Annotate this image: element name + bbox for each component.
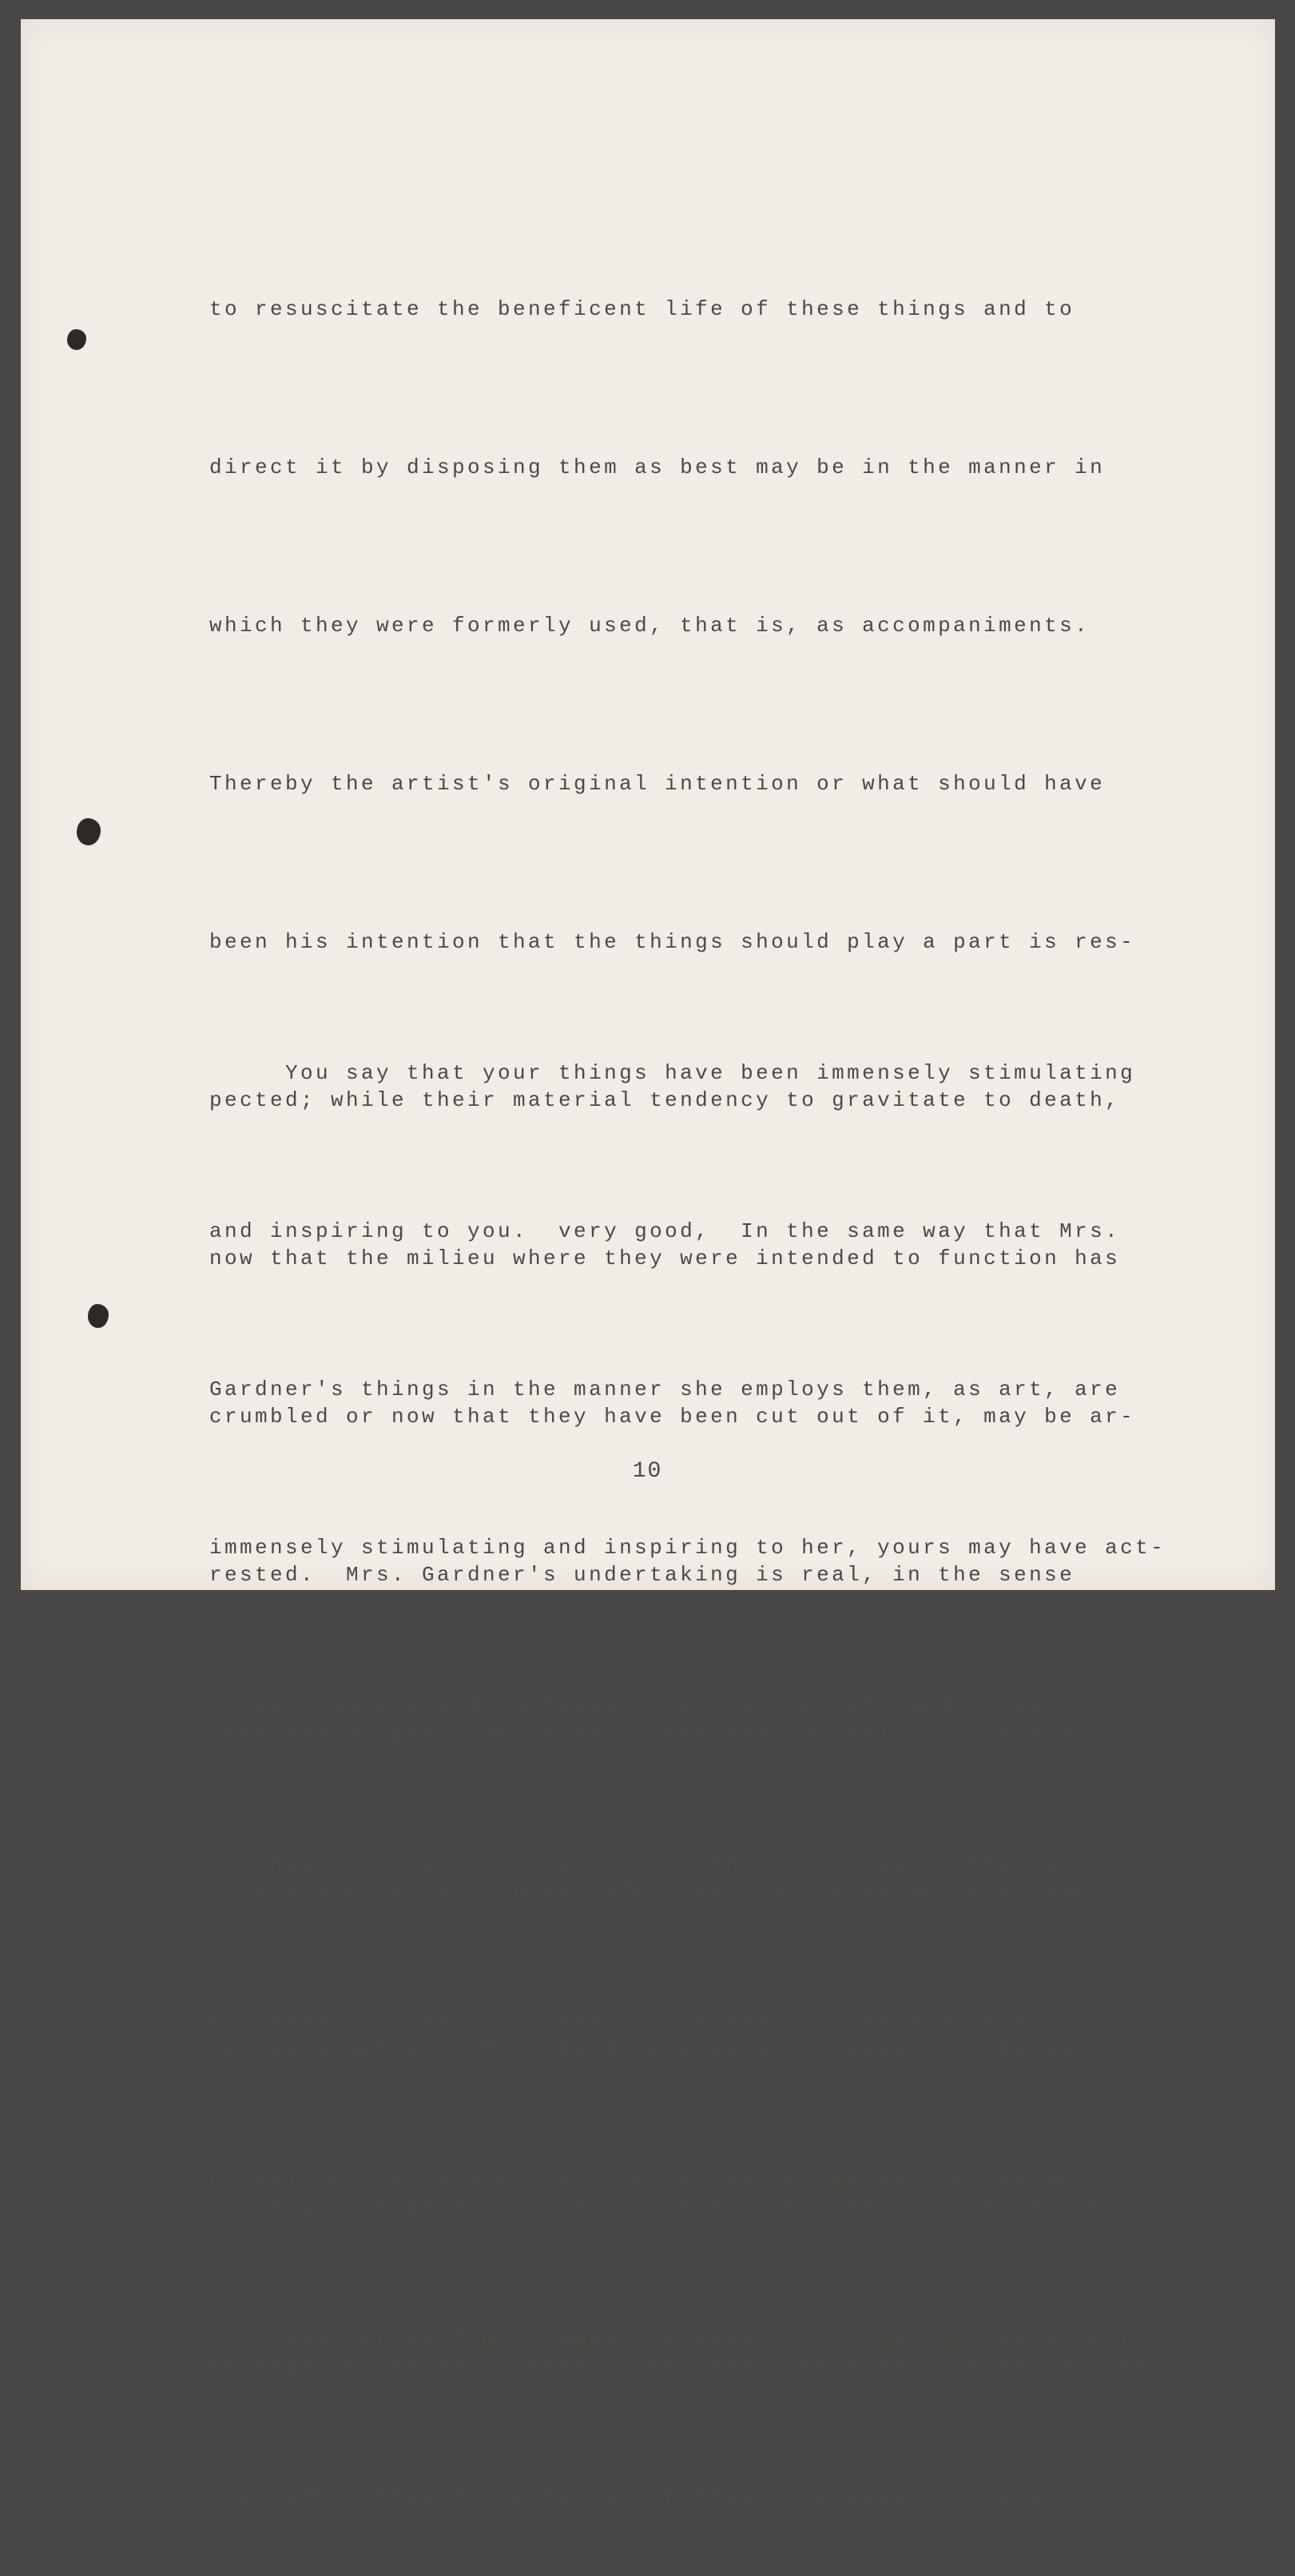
text-line: pected; while their material tendency to gravitate to death, <box>209 1088 1121 1112</box>
text-line: and inspiring to you. very good, In the same way that Mrs. <box>209 1219 1121 1243</box>
text-line: now that the milieu where they were intended to function has <box>209 1246 1121 1270</box>
text-line: which they were formerly used, that is, as accompaniments. <box>209 614 1090 638</box>
text-line: rested. Mrs. Gardner's undertaking is real, in the sense <box>209 1563 1075 1587</box>
punch-hole <box>77 818 101 845</box>
text-line: Gardner's things in the manner she employs them, as art, are <box>209 1377 1121 1401</box>
text-line: not however conclude too readily that in a museum they will do <box>209 1852 1151 1876</box>
text-line: crumbled or now that they have been cut out of it, may be ar- <box>209 1405 1136 1429</box>
text-line: to resuscitate the beneficent life of these things and to <box>209 297 1075 321</box>
text-line: for others as things, what as art they may have done for you. <box>209 2010 1136 2034</box>
text-line: been his intention that the things should play a part is res- <box>209 930 1136 954</box>
text-line: Court is but another museum. If Mrs. Gardner's task were to <box>209 2196 1121 2220</box>
page-number: 10 <box>632 1459 663 1484</box>
text-line: ed in creating and sustaining your states of mind. You must <box>209 1694 1121 1718</box>
paragraph-2 <box>209 941 1244 2576</box>
text-line: Casual things in a house disposed to become sources of spirit- <box>209 2169 1151 2192</box>
punch-hole <box>88 1304 109 1328</box>
text-line: immensely stimulating and inspiring to her, yours may have act- <box>209 1536 1166 1560</box>
text-line: direct it by disposing them as best may be in the manner in <box>209 455 1106 479</box>
punch-hole <box>67 329 86 350</box>
text-line: ner personally or Mrs. Gardner's personal visitors, Fenway <box>209 2037 1090 2061</box>
text-line: facilitate her action in life. For anyone except Mrs. Gard- <box>209 1879 1121 1903</box>
text-line: Thereby the artist's original intention or what should have <box>209 772 1106 796</box>
text-line: ends other than those for which they were designed) are one <box>209 2485 1106 2509</box>
text-line: that the disposition of her house does actually sustain and <box>209 1721 1106 1745</box>
text-line: be regarded as vain, then indeed the battle of objects is lost. <box>209 2354 1166 2378</box>
text-line: ual color or perfume (however inadequately they may serve for <box>209 2327 1136 2351</box>
text-line: You say that your things have been immensely stimulating <box>209 1061 1136 1085</box>
